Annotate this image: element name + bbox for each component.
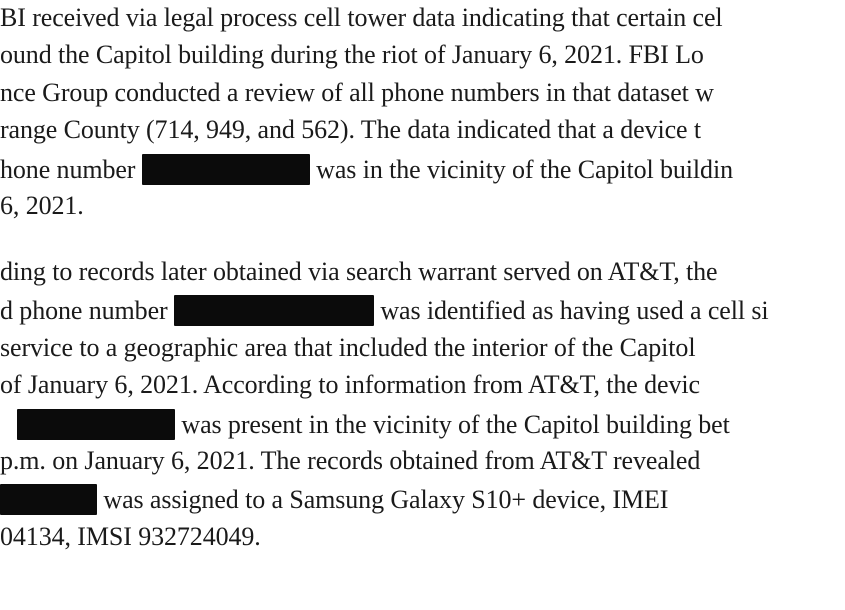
text-segment: ound the Capitol building during the riot of January 6, 2021. FBI Lo <box>0 40 704 69</box>
text-line <box>0 3 723 33</box>
text-segment: p.m. on January 6, 2021. The records obtained from AT&T revealed <box>0 446 701 475</box>
text-line <box>0 191 84 221</box>
text-segment: d phone number <box>0 296 174 325</box>
redaction-box <box>17 409 175 440</box>
text-segment: of January 6, 2021. According to information from AT&T, the devic <box>0 370 700 399</box>
redaction-box <box>0 484 97 515</box>
text-segment: was identified as having used a cell si <box>373 296 769 325</box>
text-segment: BI received via legal process cell tower data indicating that certain cel <box>0 3 723 32</box>
text-line <box>0 333 695 363</box>
text-segment: 6, 2021. <box>0 191 84 220</box>
text-line <box>0 409 730 440</box>
text-line <box>0 78 714 108</box>
text-segment: was present in the vicinity of the Capitol building bet <box>175 410 730 439</box>
text-segment: service to a geographic area that included the interior of the Capitol <box>0 333 696 362</box>
text-line <box>0 522 261 552</box>
text-line <box>0 257 717 287</box>
text-segment: hone number <box>0 155 142 184</box>
text-line <box>0 295 769 326</box>
redaction-box <box>174 295 374 326</box>
text-line <box>0 40 704 70</box>
text-segment: was in the vicinity of the Capitol buildin <box>309 155 733 184</box>
text-line <box>0 115 701 145</box>
text-segment: nce Group conducted a review of all phone numbers in that dataset w <box>0 78 714 107</box>
text-segment: 04134, IMSI 932724049. <box>0 522 261 551</box>
text-line <box>0 370 700 400</box>
redaction-box <box>142 154 310 185</box>
text-segment: was assigned to a Samsung Galaxy S10+ device, IMEI <box>97 485 669 514</box>
text-segment: ding to records later obtained via search warrant served on AT&T, the <box>0 257 718 286</box>
text-line <box>0 154 733 185</box>
text-segment: range County (714, 949, and 562). The data indicated that a device t <box>0 115 702 144</box>
text-line <box>0 484 668 515</box>
text-line <box>0 446 700 476</box>
